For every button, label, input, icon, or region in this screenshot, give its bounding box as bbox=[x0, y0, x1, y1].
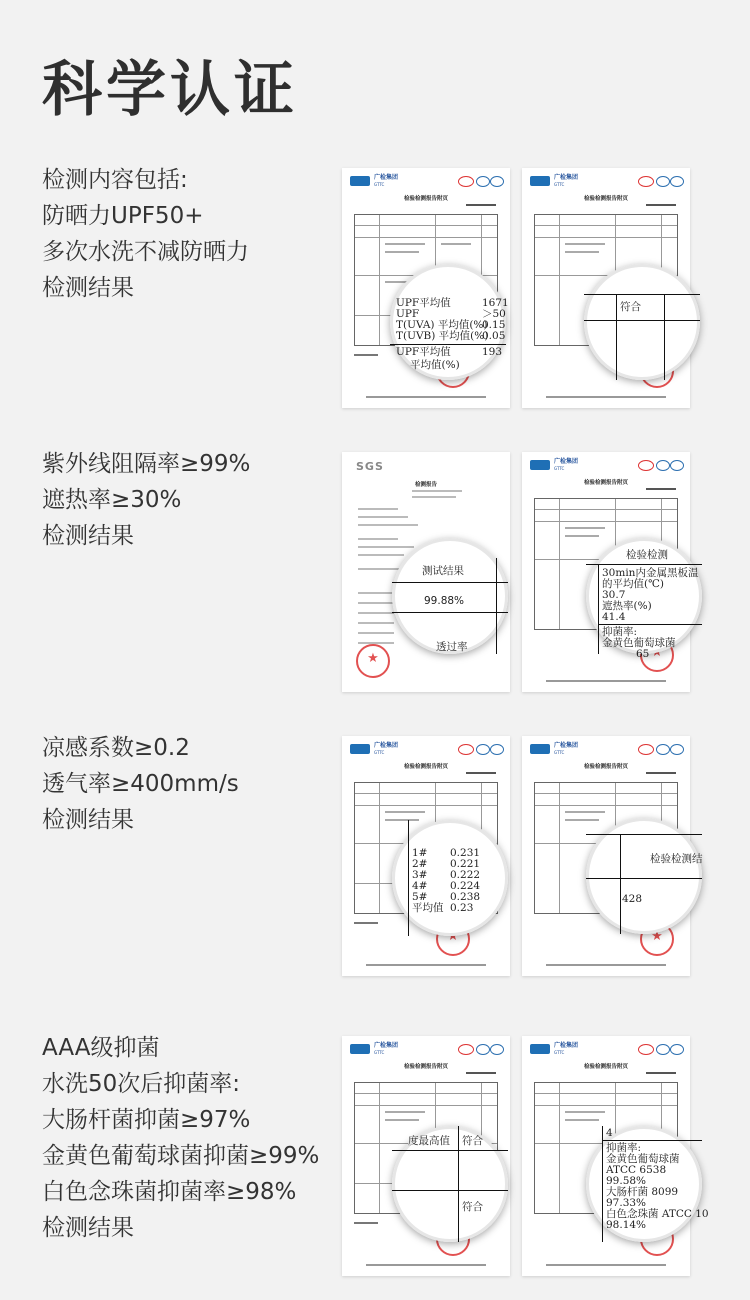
section-description bbox=[42, 730, 342, 838]
report-title: 检验检测报告附页 bbox=[403, 764, 448, 770]
report-number bbox=[646, 772, 676, 774]
brand-sub: GTTC bbox=[374, 750, 385, 755]
desc-line: 多次水洗不减防晒力 bbox=[42, 239, 249, 265]
page-title: 科学认证 bbox=[42, 55, 298, 125]
report-footer bbox=[546, 964, 666, 966]
lens-row: 金黄色葡萄球菌 bbox=[602, 637, 676, 649]
lens-row: 白色念珠菌 ATCC 10 bbox=[606, 1208, 709, 1220]
section-description bbox=[42, 162, 342, 306]
ilac-badge-icon bbox=[656, 744, 670, 755]
report-title: 检验检测报告附页 bbox=[583, 196, 628, 202]
lens-row: 抑菌率: bbox=[602, 626, 638, 638]
magnifier-heat-shield bbox=[586, 538, 702, 660]
desc-line: 遮热率≥30% bbox=[42, 487, 182, 513]
report-header bbox=[350, 1042, 504, 1058]
lens-label: UPF平均值 bbox=[396, 297, 451, 309]
lens-result: 符合 bbox=[620, 301, 641, 313]
report-header bbox=[350, 174, 504, 190]
ilac-badge-icon bbox=[656, 460, 670, 471]
cma-badge-icon bbox=[638, 460, 654, 471]
report-number bbox=[466, 1072, 496, 1074]
report-title: 检验检测报告附页 bbox=[583, 764, 628, 770]
signature-line bbox=[354, 922, 378, 924]
lens-row: 97.33% bbox=[606, 1197, 647, 1209]
lens-label: UPF bbox=[396, 308, 420, 320]
desc-line: 紫外线阻隔率≥99% bbox=[42, 451, 251, 477]
desc-line: 防晒力UPF50+ bbox=[42, 203, 204, 229]
ilac-badge-icon bbox=[656, 1044, 670, 1055]
lens-value: 99.88% bbox=[424, 595, 465, 607]
lens-label: 4# bbox=[412, 880, 428, 892]
cma-badge-icon bbox=[638, 1044, 654, 1055]
lens-row: ATCC 6538 bbox=[606, 1164, 667, 1176]
ilac-badge-icon bbox=[656, 176, 670, 187]
cnas-badge-icon bbox=[670, 460, 684, 471]
magnifier-air-permeability bbox=[586, 818, 702, 934]
report-footer bbox=[546, 1264, 666, 1266]
lens-header: 检验检测结 bbox=[650, 853, 703, 865]
test-report-right bbox=[522, 1036, 709, 1276]
report-title: 检测报告 bbox=[414, 482, 437, 488]
desc-line: 凉感系数≥0.2 bbox=[42, 735, 190, 761]
report-number bbox=[646, 204, 676, 206]
desc-line: 金黄色葡萄球菌抑菌≥99% bbox=[42, 1143, 320, 1169]
lens-label: 2# bbox=[412, 858, 428, 870]
lens-result: 符合 bbox=[462, 1201, 483, 1213]
magnifier-upf-values bbox=[390, 264, 509, 380]
lens-label: 3# bbox=[412, 869, 428, 881]
desc-line: 检测结果 bbox=[42, 1215, 134, 1241]
test-report-left bbox=[342, 168, 510, 408]
magnifier-compliance bbox=[584, 264, 700, 380]
brand-name: 广检集团 bbox=[554, 742, 579, 749]
lens-row: 的平均值(℃) bbox=[602, 578, 664, 590]
report-footer bbox=[366, 964, 486, 966]
sgs-report bbox=[342, 452, 510, 692]
lens-row: 30min内金属黑板温 bbox=[602, 567, 699, 579]
desc-line: 检测结果 bbox=[42, 807, 134, 833]
gttc-logo-icon bbox=[530, 176, 550, 186]
lens-value: 0.238 bbox=[450, 891, 481, 903]
desc-line: 大肠杆菌抑菌≥97% bbox=[42, 1107, 251, 1133]
test-report-left bbox=[342, 1036, 510, 1276]
desc-line: 水洗50次后抑菌率: bbox=[42, 1071, 241, 1097]
lens-row: 30.7 bbox=[602, 589, 626, 601]
brand-name: 广检集团 bbox=[374, 1042, 399, 1049]
desc-line: AAA级抑菌 bbox=[42, 1035, 160, 1061]
report-header bbox=[350, 742, 504, 758]
magnifier-compliance bbox=[392, 1126, 508, 1242]
magnifier-cooling-values bbox=[392, 820, 508, 936]
brand-sub: GTTC bbox=[554, 182, 565, 187]
lens-row: 98.14% bbox=[606, 1219, 647, 1231]
lens-value: 0.231 bbox=[450, 847, 481, 859]
lens-value: 0.224 bbox=[450, 880, 481, 892]
ilac-badge-icon bbox=[476, 1044, 490, 1055]
lens-value: 193 bbox=[482, 346, 503, 358]
gttc-logo-icon bbox=[530, 460, 550, 470]
report-header bbox=[530, 174, 684, 190]
desc-line: 检测内容包括: bbox=[42, 167, 188, 193]
lens-row: 41.4 bbox=[602, 611, 626, 623]
gttc-logo-icon bbox=[530, 1044, 550, 1054]
ilac-badge-icon bbox=[476, 744, 490, 755]
lens-label: T(UVB) 平均值(%) bbox=[396, 330, 489, 342]
brand-sub: GTTC bbox=[374, 1050, 385, 1055]
magnifier-uv-block bbox=[392, 538, 508, 654]
cnas-badge-icon bbox=[670, 1044, 684, 1055]
lens-value: 0.222 bbox=[450, 869, 481, 881]
test-report-left bbox=[342, 736, 510, 976]
lens-row: 65 bbox=[636, 648, 650, 660]
report-number bbox=[646, 488, 676, 490]
lens-result: 符合 bbox=[462, 1135, 483, 1147]
lens-row: 金黄色葡萄球菌 bbox=[606, 1153, 680, 1165]
cnas-badge-icon bbox=[490, 744, 504, 755]
report-footer bbox=[366, 396, 486, 398]
brand-name: 广检集团 bbox=[554, 1042, 579, 1049]
cnas-badge-icon bbox=[490, 176, 504, 187]
lens-header: 检验检测 bbox=[626, 549, 668, 561]
report-title: 检验检测报告附页 bbox=[583, 480, 628, 486]
lens-label: 1# bbox=[412, 847, 428, 859]
cnas-badge-icon bbox=[670, 176, 684, 187]
report-title: 检验检测报告附页 bbox=[403, 196, 448, 202]
brand-sub: GTTC bbox=[374, 182, 385, 187]
report-header bbox=[530, 458, 684, 474]
report-footer bbox=[366, 1264, 486, 1266]
report-title: 检验检测报告附页 bbox=[403, 1064, 448, 1070]
lens-value: 0.05 bbox=[482, 330, 506, 342]
lens-value: 428 bbox=[622, 893, 643, 905]
lens-label: 5# bbox=[412, 891, 428, 903]
brand-name: 广检集团 bbox=[374, 174, 399, 181]
cnas-badge-icon bbox=[670, 744, 684, 755]
lens-row: 99.58% bbox=[606, 1175, 647, 1187]
brand-sub: GTTC bbox=[554, 466, 565, 471]
lens-value: 0.23 bbox=[450, 902, 474, 914]
lens-label: 平均值 bbox=[412, 902, 444, 914]
brand-name: 广检集团 bbox=[374, 742, 399, 749]
test-report-right bbox=[522, 736, 703, 976]
lens-value: ＞50 bbox=[482, 308, 506, 320]
report-number bbox=[466, 772, 496, 774]
brand-sub: GTTC bbox=[554, 750, 565, 755]
cma-badge-icon bbox=[458, 1044, 474, 1055]
cma-badge-icon bbox=[638, 176, 654, 187]
test-report-right bbox=[522, 168, 690, 408]
brand-name: 广检集团 bbox=[554, 458, 579, 465]
section-description bbox=[42, 1030, 342, 1246]
cnas-badge-icon bbox=[490, 1044, 504, 1055]
lens-row: 抑菌率: bbox=[606, 1142, 642, 1154]
report-title: 检验检测报告附页 bbox=[583, 1064, 628, 1070]
desc-line: 透气率≥400mm/s bbox=[42, 771, 239, 797]
lens-label: T(UVA) 平均值(%) bbox=[396, 319, 488, 331]
gttc-logo-icon bbox=[350, 744, 370, 754]
lens-value: 0.221 bbox=[450, 858, 481, 870]
lens-row: 遮热率(%) bbox=[602, 600, 652, 612]
cma-badge-icon bbox=[458, 176, 474, 187]
report-footer bbox=[546, 680, 666, 682]
report-header bbox=[530, 1042, 684, 1058]
report-number bbox=[646, 1072, 676, 1074]
sgs-logo: SGS bbox=[356, 460, 384, 473]
report-number bbox=[466, 204, 496, 206]
desc-line: 检测结果 bbox=[42, 523, 134, 549]
cma-badge-icon bbox=[638, 744, 654, 755]
test-report-right bbox=[522, 452, 699, 692]
lens-header: 测试结果 bbox=[422, 565, 464, 577]
lens-label: UPF平均值 bbox=[396, 346, 451, 358]
official-stamp-icon bbox=[356, 644, 390, 678]
desc-line: 白色念珠菌抑菌率≥98% bbox=[42, 1179, 297, 1205]
cma-badge-icon bbox=[458, 744, 474, 755]
signature-line bbox=[354, 354, 378, 356]
gttc-logo-icon bbox=[350, 1044, 370, 1054]
lens-row: 4 bbox=[606, 1127, 613, 1139]
gttc-logo-icon bbox=[350, 176, 370, 186]
signature-line bbox=[354, 1222, 378, 1224]
magnifier-antibacterial-rates bbox=[586, 1126, 709, 1242]
ilac-badge-icon bbox=[476, 176, 490, 187]
lens-label: 平均值(%) bbox=[410, 359, 460, 371]
report-footer bbox=[546, 396, 666, 398]
lens-row: 大肠杆菌 8099 bbox=[606, 1186, 679, 1198]
lens-footer: 透过率 bbox=[436, 641, 468, 653]
lens-value: 0.15 bbox=[482, 319, 506, 331]
section-description bbox=[42, 446, 342, 554]
desc-line: 检测结果 bbox=[42, 275, 134, 301]
brand-sub: GTTC bbox=[554, 1050, 565, 1055]
lens-label: 度最高值 bbox=[408, 1135, 450, 1147]
report-header bbox=[530, 742, 684, 758]
brand-name: 广检集团 bbox=[554, 174, 579, 181]
gttc-logo-icon bbox=[530, 744, 550, 754]
lens-value: 1671 bbox=[482, 297, 509, 309]
